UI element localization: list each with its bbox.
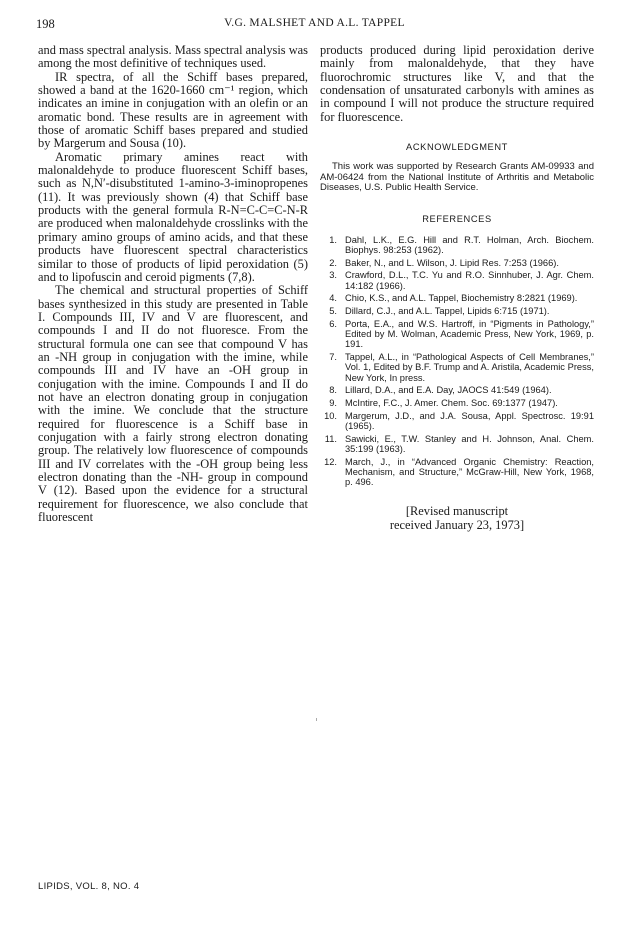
page-number: 198 xyxy=(36,17,55,31)
reference-text: Sawicki, E., T.W. Stanley and H. Johnson, Anal. Chem. 35:199 (1963). xyxy=(345,433,594,455)
reference-text: Chio, K.S., and A.L. Tappel, Biochemistry 8:2821 (1969). xyxy=(345,293,578,304)
references-heading: REFERENCES xyxy=(422,213,492,224)
reference-text: Porta, E.A., and W.S. Hartroff, in “Pigments in Pathology,” Edited by M. Wolman, Academic Press, New York, 1969, p. 191. xyxy=(345,318,594,350)
left-column xyxy=(38,44,308,524)
reference-number: 10. xyxy=(324,410,337,421)
received-line: [Revised manuscript xyxy=(405,503,509,518)
reference-number: 8. xyxy=(329,385,337,396)
reference-item xyxy=(320,434,594,455)
reference-text: Tappel, A.L., in “Pathological Aspects of Cell Membranes,” Vol. 1, Edited by B.F. Trump and A. Aristila, Academic Press, New York, In press. xyxy=(345,352,594,383)
body-paragraph: and mass spectral analysis. Mass spectral analysis was among the most definitive of techniques used. xyxy=(38,43,308,71)
reference-item xyxy=(320,293,594,303)
print-speck xyxy=(316,718,317,721)
reference-text: Crawford, D.L., T.C. Yu and R.O. Sinnhuber, J. Agr. Chem. 14:182 (1966). xyxy=(345,270,594,291)
reference-number: 1. xyxy=(329,234,337,245)
acknowledgment-text: This work was supported by Research Grants AM-09933 and AM-06424 from the National Institute of Arthritis and Metabolic Diseases, U.S. Public Health Service. xyxy=(320,161,594,194)
reference-item xyxy=(320,385,594,395)
right-column xyxy=(320,44,594,532)
references-list xyxy=(320,235,594,488)
reference-item xyxy=(320,411,594,432)
reference-number: 5. xyxy=(329,306,337,317)
body-paragraph: products produced during lipid peroxidation derive mainly from malonaldehyde, that they have fluorochromic structures like V, and that the condensation of unsaturated carbonyls with amines as in compound I will not produce the structure required for fluorescence. xyxy=(320,43,594,124)
reference-item xyxy=(320,235,594,256)
reference-item xyxy=(320,352,594,383)
reference-text: Lillard, D.A., and E.A. Day, JAOCS 41:549 (1964). xyxy=(345,385,552,396)
body-paragraph: The chemical and structural properties of Schiff bases synthesized in this study are presented in Table I. Compounds III, IV and V are fluorescent, and compounds I and II do not fluoresce. From the structural formula one can see that compound V has an -NH group in conjugation with the imine, while compounds III and IV have an -OH group in conjugation with the imine. Compounds I and II do not have an electron donating group in conjugation with the imine. We conclude that the structure required for fluorescence is a Schiff base in conjugation with a fairly strong electron donating group. The relatively low fluorescence of compounds III and IV correlates with the -OH group being less electron donating than the -NH- group in compound V (12). Based upon the evidence for a structural requirement for fluorescence, we also conclude that fluorescent xyxy=(38,283,308,525)
reference-number: 3. xyxy=(329,270,337,281)
reference-item xyxy=(320,258,594,268)
reference-item xyxy=(320,306,594,316)
reference-item xyxy=(320,398,594,408)
reference-item xyxy=(320,457,594,488)
reference-number: 2. xyxy=(329,257,337,268)
reference-item xyxy=(320,319,594,350)
reference-text: Margerum, J.D., and J.A. Sousa, Appl. Spectrosc. 19:91 (1965). xyxy=(345,410,594,432)
acknowledgment-heading: ACKNOWLEDGMENT xyxy=(406,142,508,153)
reference-text: Dahl, L.K., E.G. Hill and R.T. Holman, Arch. Biochem. Biophys. 98:253 (1962). xyxy=(345,234,594,256)
reference-number: 7. xyxy=(329,352,337,363)
journal-footer: LIPIDS, VOL. 8, NO. 4 xyxy=(38,881,140,892)
received-line: received January 23, 1973] xyxy=(389,517,525,532)
reference-text: Dillard, C.J., and A.L. Tappel, Lipids 6:715 (1971). xyxy=(345,306,550,317)
reference-item xyxy=(320,270,594,291)
reference-text: McIntire, F.C., J. Amer. Chem. Soc. 69:1377 (1947). xyxy=(345,398,558,409)
received-note xyxy=(320,504,594,532)
reference-number: 11. xyxy=(324,433,337,444)
reference-number: 12. xyxy=(324,456,337,467)
reference-text: Baker, N., and L. Wilson, J. Lipid Res. 7:253 (1966). xyxy=(345,257,559,268)
reference-number: 4. xyxy=(329,293,337,304)
body-paragraph: IR spectra, of all the Schiff bases prepared, showed a band at the 1620-1660 cm⁻¹ region, which indicates an imine in conjugation with an olefin or an aromatic bond. These results are in agreement with those of aromatic Schiff bases prepared and studied by Margerum and Sousa (10). xyxy=(38,69,308,151)
reference-text: March, J., in “Advanced Organic Chemistry: Reaction, Mechanism, and Structure,” McGraw-Hill, New York, 1968, p. 496. xyxy=(345,456,594,488)
body-paragraph: Aromatic primary amines react with malonaldehyde to produce fluorescent Schiff bases, such as N,N′-disubstituted 1-amino-3-iminopropenes (11). It was previously shown (4) that Schiff base products with the general formula R-N=C-C=C-N-R are produced when malonaldehyde crosslinks with the primary amino groups of amino acids, and that these products have fluorescent spectral characteristics similar to those of products of lipid peroxidation (5) and to lipofuscin and ceroid pigments (7,8). xyxy=(38,149,308,284)
running-title: V.G. MALSHET AND A.L. TAPPEL xyxy=(224,17,405,29)
reference-number: 6. xyxy=(329,318,337,329)
reference-number: 9. xyxy=(329,398,337,409)
